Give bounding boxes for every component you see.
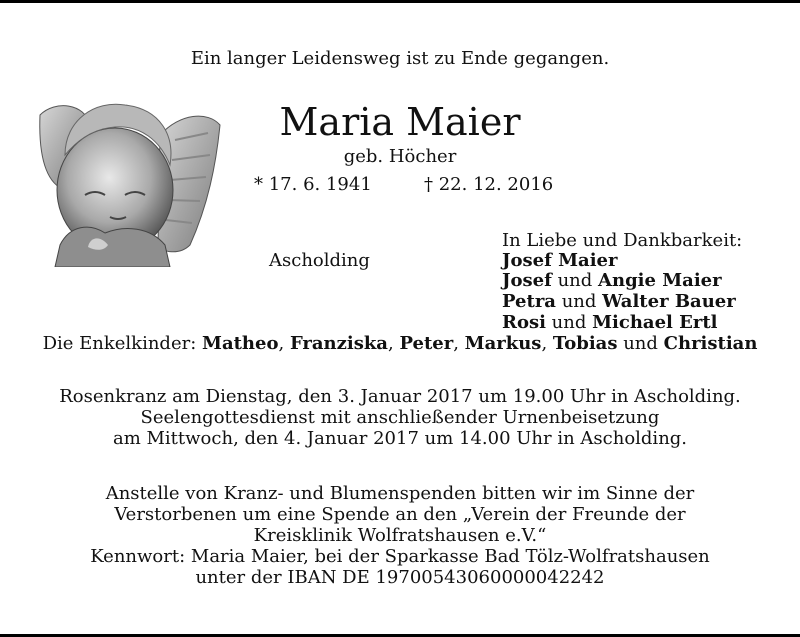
mourner-name: Michael Ertl [592,312,718,333]
grandchild-name: Matheo [202,333,279,354]
separator: , [278,333,285,354]
donation-line-3: Kreisklinik Wolfratshausen e.V.“ [253,525,547,546]
mourner-name: Walter Bauer [602,291,736,312]
separator: , [541,333,548,354]
donation-line-4: Kennwort: Maria Maier, bei der Sparkasse Bad Tölz-Wolfratshausen [90,546,710,567]
grandchild-name: Peter [399,333,454,354]
mourner-name: Josef [502,270,552,291]
mourner-name: Petra [502,291,556,312]
grandchild-name: Tobias [552,333,618,354]
service-line-1: Rosenkranz am Dienstag, den 3. Januar 2017 um 19.00 Uhr in Ascholding. [59,386,741,407]
grandchild-name: Christian [663,333,758,354]
mourner-name: Rosi [502,312,546,333]
grandchild-name: Markus [464,333,542,354]
intro-line: Ein langer Leidensweg ist zu Ende gegangen. [190,48,610,69]
connector: und [557,270,593,291]
birth-date: * 17. 6. 1941 [254,174,372,195]
mourner-line-2 [502,270,722,291]
deceased-name: Maria Maier [279,100,521,144]
service-line-3: am Mittwoch, den 4. Januar 2017 um 14.00 Uhr in Ascholding. [112,428,688,449]
separator: , [453,333,459,354]
connector: und [551,312,587,333]
mourner-line-4 [502,312,718,333]
grandchild-name: Franziska [289,333,388,354]
mourners-heading: In Liebe und Dankbarkeit: [502,230,743,251]
mourner-line-1 [502,250,617,271]
donation-line-2: Verstorbenen um eine Spende an den „Verein der Freunde der [114,504,686,525]
mourner-name: Angie Maier [598,270,722,291]
connector: und [561,291,597,312]
mourner-line-3 [502,291,736,312]
donation-line-1: Anstelle von Kranz- und Blumenspenden bitten wir im Sinne der [105,483,695,504]
donation-line-5: unter der IBAN DE 19700543060000042242 [195,567,605,588]
death-date: † 22. 12. 2016 [424,174,554,195]
service-line-2: Seelengottesdienst mit anschließender Urnenbeisetzung [140,407,660,428]
separator: , [387,333,394,354]
mourner-name: Josef Maier [502,250,618,271]
connector: und [623,333,658,354]
grandchildren-label: Die Enkelkinder: [42,333,197,354]
maiden-name: geb. Höcher [343,146,457,167]
grandchildren-line [0,333,800,354]
place-name: Ascholding [269,250,370,271]
